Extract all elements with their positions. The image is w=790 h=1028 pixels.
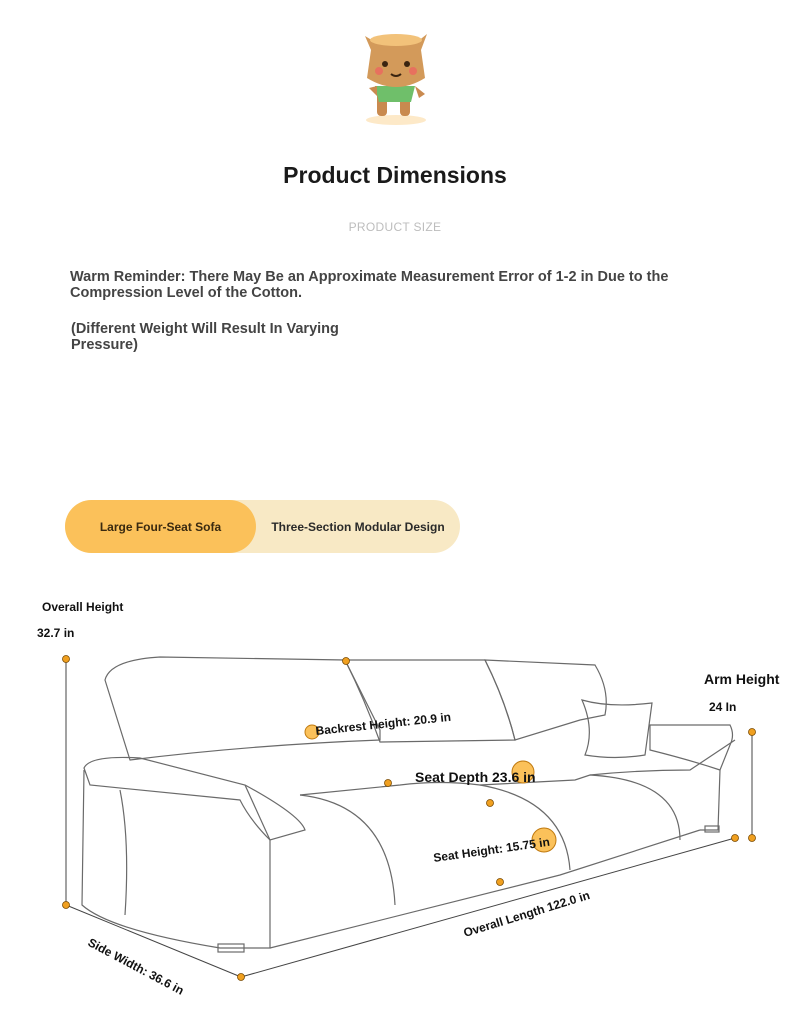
overall-length-label: Overall Length 122.0 in <box>461 888 592 940</box>
page-title: Product Dimensions <box>283 162 507 188</box>
sofa-dimension-diagram <box>0 560 790 1028</box>
highlight-dots <box>305 725 556 852</box>
warm-reminder-text: Warm Reminder: There May Be an Approximate Measurement Error of 1-2 in Due to the Compression Level of the Cotton. <box>70 269 669 301</box>
side-width-label: Side Width: 36.6 in <box>85 935 187 998</box>
arm-height-label: Arm Height <box>704 671 780 687</box>
tab-large-four-seat-sofa[interactable]: Large Four-Seat Sofa <box>65 500 256 553</box>
overall-height-value: 32.7 in <box>37 626 75 640</box>
mascot-illustration <box>355 28 437 128</box>
sofa-outline <box>82 657 735 952</box>
page-subtitle: PRODUCT SIZE <box>348 220 442 234</box>
seat-depth-label: Seat Depth 23.6 in <box>415 769 536 785</box>
pressure-note-text: (Different Weight Will Result In Varying Pressure) <box>71 321 339 353</box>
arm-height-value: 24 In <box>709 700 737 714</box>
seat-height-label: Seat Height: 15.75 in <box>432 834 551 865</box>
overall-height-label: Overall Height <box>42 600 124 614</box>
tab-three-section-modular[interactable]: Three-Section Modular Design <box>271 519 445 534</box>
dimension-lines <box>66 659 752 977</box>
backrest-height-label: Backrest Height: 20.9 in <box>314 709 452 738</box>
